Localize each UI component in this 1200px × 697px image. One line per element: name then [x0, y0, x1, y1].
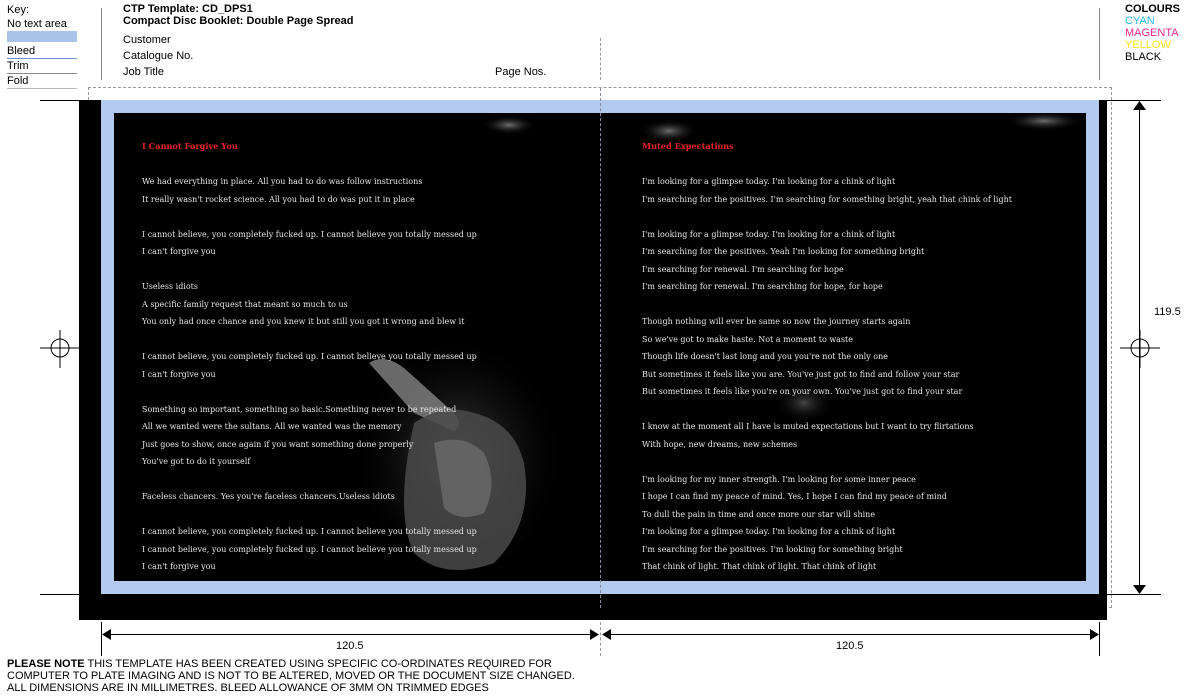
key-title: Key: [7, 4, 30, 16]
template-name: CTP Template: CD_DPS1 [123, 3, 253, 15]
lyric-line: A specific family request that meant so much to us [142, 299, 348, 309]
lyric-line: Though life doesn't last long and you you're not the only one [642, 352, 888, 361]
right-page-lyrics [642, 141, 1012, 576]
lyric-line: I'm searching for the positives. I'm searching for something bright, yeah that chink of light [642, 194, 1012, 204]
colours-title: COLOURS [1125, 3, 1180, 15]
lyric-line: I'm searching for renewal. I'm searching for hope, for hope [642, 282, 883, 291]
fold-line [600, 88, 601, 608]
header-fold-line [600, 38, 601, 80]
lyric-line: It really wasn't rocket science. All you had to do was put it in place [142, 194, 415, 204]
key-bleed-line [7, 58, 77, 59]
height-dimension-line [1139, 102, 1140, 592]
lyric-line: I cannot believe, you completely fucked up. I cannot believe you totally messed up [142, 229, 477, 239]
lyric-line: I'm looking for a glimpse today. I'm looking for a chink of light [642, 177, 896, 186]
lyric-line: I hope I can find my peace of mind. Yes, I hope I can find my peace of mind [642, 492, 947, 501]
height-dimension-label: 119.5 [1154, 306, 1181, 318]
left-width-dimension-line [104, 634, 597, 635]
lyric-line: We had everything in place. All you had to do was follow instructions [142, 177, 423, 186]
key-fold-label: Fold [7, 75, 29, 87]
lyric-line: I can't forgive you [142, 562, 216, 571]
colour-magenta: MAGENTA [1125, 27, 1179, 39]
lyric-line: All we wanted were the sultans. All we wanted was the memory [142, 422, 402, 431]
lyric-line: I'm looking for a glimpse today. I'm looking for a chink of light [642, 229, 896, 239]
lyric-line: You've got to do it yourself [142, 457, 251, 466]
key-no-text-area-swatch [7, 31, 77, 42]
note-bold: PLEASE NOTE [7, 658, 85, 670]
lyric-line [142, 208, 477, 226]
lyric-line: I know at the moment all I have is muted expectations but I want to try flirtations [642, 422, 974, 431]
right-song-title: Muted Expectations [642, 141, 734, 151]
lyric-line: I'm searching for the positives. I'm looking for something bright [642, 544, 903, 554]
right-lyric-lines [642, 173, 1012, 576]
lyric-line: I'm looking for a glimpse today. I'm looking for a chink of light [642, 527, 896, 536]
registration-mark-left [40, 330, 80, 370]
customer-label: Customer [123, 34, 171, 46]
colour-black: BLACK [1125, 51, 1162, 63]
colour-yellow: YELLOW [1125, 39, 1171, 51]
left-page-lyrics [142, 141, 477, 576]
catalogue-label: Catalogue No. [123, 50, 194, 62]
header-left-rule [101, 8, 102, 80]
lyric-line: I'm searching for the positives. Yeah I'm looking for something bright [642, 247, 925, 256]
left-width-label: 120.5 [336, 640, 364, 652]
highlight-right [1004, 113, 1084, 131]
lyric-line: To dull the pain in time and once more our star will shine [642, 509, 876, 519]
left-lyric-lines [142, 173, 477, 576]
lyric-line: That chink of light. That chink of light. That chink of light [642, 562, 877, 571]
right-width-arrow-right [1089, 629, 1099, 640]
lyric-line: I can't forgive you [142, 369, 216, 379]
lyric-line: With hope, new dreams, new schemes [642, 439, 798, 449]
lyric-line [642, 453, 1012, 471]
lyric-line: I cannot believe, you completely fucked up. I cannot believe you totally messed up [142, 352, 477, 361]
colour-cyan: CYAN [1125, 15, 1155, 27]
note-line-3: ALL DIMENSIONS ARE IN MILLIMETRES. BLEED ALLOWANCE OF 3MM ON TRIMMED EDGES [7, 682, 489, 694]
lyric-line: You only had once chance and you knew it but still you got it wrong and blew it [142, 317, 465, 326]
lyric-line [642, 208, 1012, 226]
height-arrow-bottom [1133, 584, 1146, 594]
lyric-line [142, 261, 477, 279]
lyric-line: I cannot believe, you completely fucked up. I cannot believe you totally messed up [142, 527, 477, 536]
lyric-line: Faceless chancers. Yes you're faceless chancers.Useless idiots [142, 492, 395, 501]
page-nos-label: Page Nos. [495, 66, 547, 78]
lyric-line: So we've got to make haste. Not a moment to waste [642, 334, 853, 344]
highlight-center [639, 119, 699, 143]
lyric-line [642, 401, 1012, 419]
lyric-line: Useless idiots [142, 282, 199, 291]
lyric-line [642, 296, 1012, 314]
registration-mark-right [1120, 330, 1160, 370]
key-trim-line [7, 73, 77, 74]
key-bleed-label: Bleed [7, 45, 36, 57]
dim-tick-right [1099, 622, 1100, 656]
highlight-left [481, 115, 537, 135]
lyric-line: Just goes to show, once again if you want something done properly [142, 439, 414, 449]
job-title-label: Job Title [123, 66, 164, 78]
note-line-2: COMPUTER TO PLATE IMAGING AND IS NOT TO BE ALTERED, MOVED OR THE DOCUMENT SIZE CHANGED. [7, 670, 575, 682]
dim-tick-center [600, 622, 601, 656]
key-trim-label: Trim [7, 60, 29, 72]
right-width-label: 120.5 [836, 640, 864, 652]
lyric-line: I cannot believe, you completely fucked up. I cannot believe you totally messed up [142, 544, 477, 554]
lyric-line: I can't forgive you [142, 247, 216, 256]
left-width-arrow-right [589, 629, 599, 640]
lyric-line [142, 331, 477, 349]
key-fold-line [7, 88, 77, 89]
left-width-arrow-left [102, 629, 112, 640]
lyric-line: Though nothing will ever be same so now the journey starts again [642, 317, 911, 326]
lyric-line: I'm searching for renewal. I'm searching for hope [642, 264, 844, 274]
right-width-arrow-left [602, 629, 612, 640]
lyric-line [142, 471, 477, 489]
note-line-1: THIS TEMPLATE HAS BEEN CREATED USING SPECIFIC CO-ORDINATES REQUIRED FOR [84, 658, 552, 670]
lyric-line [142, 383, 477, 401]
lyric-line [142, 506, 477, 524]
left-song-title: I Cannot Forgive You [142, 141, 238, 151]
height-arrow-top [1133, 101, 1146, 111]
header-right-rule [1099, 8, 1100, 80]
lyric-line: I'm looking for my inner strength. I'm looking for some inner peace [642, 474, 916, 484]
lyric-line: But sometimes it feels like you're on your own. You've just got to find your star [642, 387, 963, 396]
key-no-text-area-label: No text area [7, 18, 67, 30]
lyric-line: Something so important, something so basic.Something never to be repeated [142, 404, 457, 414]
lyric-line: But sometimes it feels like you are. You've just got to find and follow your star [642, 369, 960, 379]
right-width-dimension-line [604, 634, 1097, 635]
template-description: Compact Disc Booklet: Double Page Spread [123, 15, 354, 27]
please-note [7, 658, 575, 694]
